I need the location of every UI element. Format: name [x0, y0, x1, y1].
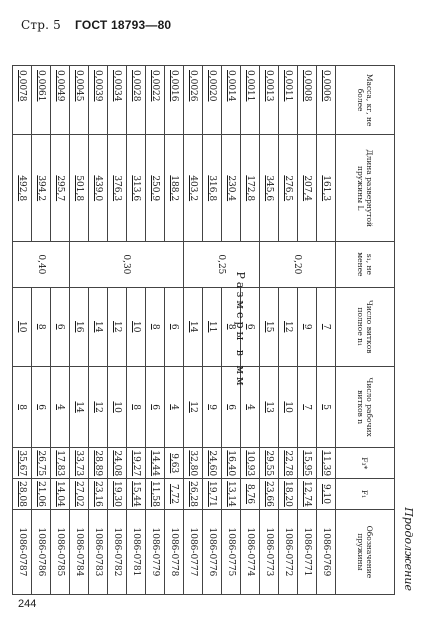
cell-code: 1086-0781 [127, 509, 146, 594]
cell-f3: 33,73 [70, 448, 89, 479]
cell-length: 313,6 [127, 135, 146, 242]
cell-code: 1086-0786 [32, 509, 51, 594]
table-row [70, 66, 89, 595]
cell-mass: 0,0006 [317, 66, 336, 135]
cell-f3: 28,89 [89, 448, 108, 479]
table-row [89, 66, 108, 595]
cell-mass: 0,0022 [146, 66, 165, 135]
cell-n: 14 [70, 366, 89, 447]
cell-n: 12 [184, 366, 203, 447]
col-f3: F₃* [336, 448, 395, 479]
cell-mass: 0,0011 [279, 66, 298, 135]
cell-f1: 15,44 [127, 479, 146, 510]
col-f1: F₁ [336, 479, 395, 510]
col-s1: s₁, не менее [336, 242, 395, 287]
cell-length: 230,4 [222, 135, 241, 242]
cell-code: 1086-0782 [108, 509, 127, 594]
table-header-row [336, 66, 395, 595]
cell-n: 5 [317, 366, 336, 447]
cell-length: 161,3 [317, 135, 336, 242]
table-row [279, 66, 298, 595]
cell-code: 1086-0784 [70, 509, 89, 594]
cell-length: 207,4 [298, 135, 317, 242]
cell-n1: 6 [165, 287, 184, 366]
col-n1: Число витков полное n₁ [336, 287, 395, 366]
page-number: 244 [18, 598, 37, 610]
cell-f3: 17,83 [51, 448, 70, 479]
standard-number: ГОСТ 18793—80 [74, 18, 172, 32]
cell-code: 1086-0776 [203, 509, 222, 594]
continuation-label: Продолжение [402, 507, 415, 591]
cell-f1: 28,08 [13, 479, 32, 510]
cell-n1: 8 [32, 287, 51, 366]
cell-code: 1086-0769 [317, 509, 336, 594]
cell-s1: 0,25 [184, 242, 260, 287]
cell-f1: 19,71 [203, 479, 222, 510]
cell-n: 6 [222, 366, 241, 447]
cell-mass: 0,0039 [89, 66, 108, 135]
cell-mass: 0,0020 [203, 66, 222, 135]
cell-mass: 0,0026 [184, 66, 203, 135]
col-code: Обозначение пружины [336, 509, 395, 594]
section-title: Размеры в мм [234, 271, 247, 389]
cell-f1: 23,66 [260, 479, 279, 510]
cell-code: 1086-0771 [298, 509, 317, 594]
cell-mass: 0,0049 [51, 66, 70, 135]
cell-s1: 0,40 [13, 242, 70, 287]
cell-n: 8 [127, 366, 146, 447]
cell-n1: 6 [241, 287, 260, 366]
cell-mass: 0,0008 [298, 66, 317, 135]
cell-n: 4 [241, 366, 260, 447]
cell-length: 403,2 [184, 135, 203, 242]
cell-mass: 0,0014 [222, 66, 241, 135]
cell-length: 316,8 [203, 135, 222, 242]
cell-n1: 16 [70, 287, 89, 366]
cell-n: 9 [203, 366, 222, 447]
table-row [108, 66, 127, 595]
cell-n1: 12 [279, 287, 298, 366]
springs-table [12, 65, 395, 595]
table-row [146, 66, 165, 595]
cell-n1: 8 [146, 287, 165, 366]
table-row [260, 66, 279, 595]
cell-n: 8 [13, 366, 32, 447]
table-row [32, 66, 51, 595]
cell-n: 6 [146, 366, 165, 447]
cell-code: 1086-0785 [51, 509, 70, 594]
cell-code: 1086-0774 [241, 509, 260, 594]
cell-n1: 10 [13, 287, 32, 366]
cell-mass: 0,0078 [13, 66, 32, 135]
cell-length: 492,8 [13, 135, 32, 242]
cell-n1: 8 [222, 287, 241, 366]
cell-code: 1086-0775 [222, 509, 241, 594]
cell-code: 1086-0787 [13, 509, 32, 594]
cell-f1: 18,20 [279, 479, 298, 510]
cell-n1: 6 [51, 287, 70, 366]
cell-f3: 35,67 [13, 448, 32, 479]
cell-mass: 0,0011 [241, 66, 260, 135]
cell-mass: 0,0034 [108, 66, 127, 135]
cell-f3: 16,40 [222, 448, 241, 479]
cell-f3: 24,08 [108, 448, 127, 479]
cell-code: 1086-0778 [165, 509, 184, 594]
cell-n: 6 [32, 366, 51, 447]
cell-f3: 14,44 [146, 448, 165, 479]
cell-f1: 12,74 [298, 479, 317, 510]
cell-f3: 15,95 [298, 448, 317, 479]
cell-n1: 12 [108, 287, 127, 366]
cell-mass: 0,0045 [70, 66, 89, 135]
table-row [184, 66, 203, 595]
page-label: Стр. 5 [21, 18, 61, 32]
cell-n1: 15 [260, 287, 279, 366]
col-n: Число рабочих витков n [336, 366, 395, 447]
table-row [13, 66, 32, 595]
cell-f3: 32,80 [184, 448, 203, 479]
cell-length: 394,2 [32, 135, 51, 242]
table-row [317, 66, 336, 595]
cell-length: 172,8 [241, 135, 260, 242]
cell-f1: 21,06 [32, 479, 51, 510]
cell-length: 345,6 [260, 135, 279, 242]
cell-f3: 29,55 [260, 448, 279, 479]
cell-length: 250,9 [146, 135, 165, 242]
cell-n: 4 [165, 366, 184, 447]
cell-f1: 7,72 [165, 479, 184, 510]
cell-f1: 27,02 [70, 479, 89, 510]
cell-n1: 11 [203, 287, 222, 366]
cell-f1: 13,14 [222, 479, 241, 510]
cell-length: 276,5 [279, 135, 298, 242]
cell-f1: 11,58 [146, 479, 165, 510]
cell-code: 1086-0777 [184, 509, 203, 594]
cell-mass: 0,0061 [32, 66, 51, 135]
cell-n: 10 [108, 366, 127, 447]
cell-s1: 0,20 [260, 242, 336, 287]
cell-length: 188,2 [165, 135, 184, 242]
table-row [298, 66, 317, 595]
cell-f3: 10,93 [241, 448, 260, 479]
cell-n: 13 [260, 366, 279, 447]
table-row [51, 66, 70, 595]
cell-n1: 14 [89, 287, 108, 366]
cell-n1: 9 [298, 287, 317, 366]
cell-length: 439,0 [89, 135, 108, 242]
cell-mass: 0,0013 [260, 66, 279, 135]
cell-length: 376,3 [108, 135, 127, 242]
cell-n: 10 [279, 366, 298, 447]
col-length: Длина развернутой пружины L [336, 135, 395, 242]
cell-mass: 0,0016 [165, 66, 184, 135]
cell-n1: 7 [317, 287, 336, 366]
cell-n1: 14 [184, 287, 203, 366]
cell-f1: 8,76 [241, 479, 260, 510]
rotated-content [17, 65, 423, 595]
page-header [21, 18, 171, 32]
cell-f1: 23,16 [89, 479, 108, 510]
cell-f1: 19,30 [108, 479, 127, 510]
cell-f3: 22,78 [279, 448, 298, 479]
cell-f3: 26,75 [32, 448, 51, 479]
cell-f3: 19,27 [127, 448, 146, 479]
cell-mass: 0,0028 [127, 66, 146, 135]
cell-f3: 24,60 [203, 448, 222, 479]
cell-f1: 9,10 [317, 479, 336, 510]
cell-code: 1086-0783 [89, 509, 108, 594]
cell-n: 12 [89, 366, 108, 447]
col-mass: Масса, кг, не более [336, 66, 395, 135]
cell-length: 295,7 [51, 135, 70, 242]
cell-f1: 14,04 [51, 479, 70, 510]
table-row [127, 66, 146, 595]
cell-length: 501,8 [70, 135, 89, 242]
cell-f3: 11,39 [317, 448, 336, 479]
cell-f3: 9,63 [165, 448, 184, 479]
table-row [203, 66, 222, 595]
table-row [165, 66, 184, 595]
cell-code: 1086-0779 [146, 509, 165, 594]
cell-n: 4 [51, 366, 70, 447]
cell-s1: 0,30 [70, 242, 184, 287]
cell-f1: 26,28 [184, 479, 203, 510]
cell-n: 7 [298, 366, 317, 447]
cell-n1: 10 [127, 287, 146, 366]
cell-code: 1086-0773 [260, 509, 279, 594]
cell-code: 1086-0772 [279, 509, 298, 594]
